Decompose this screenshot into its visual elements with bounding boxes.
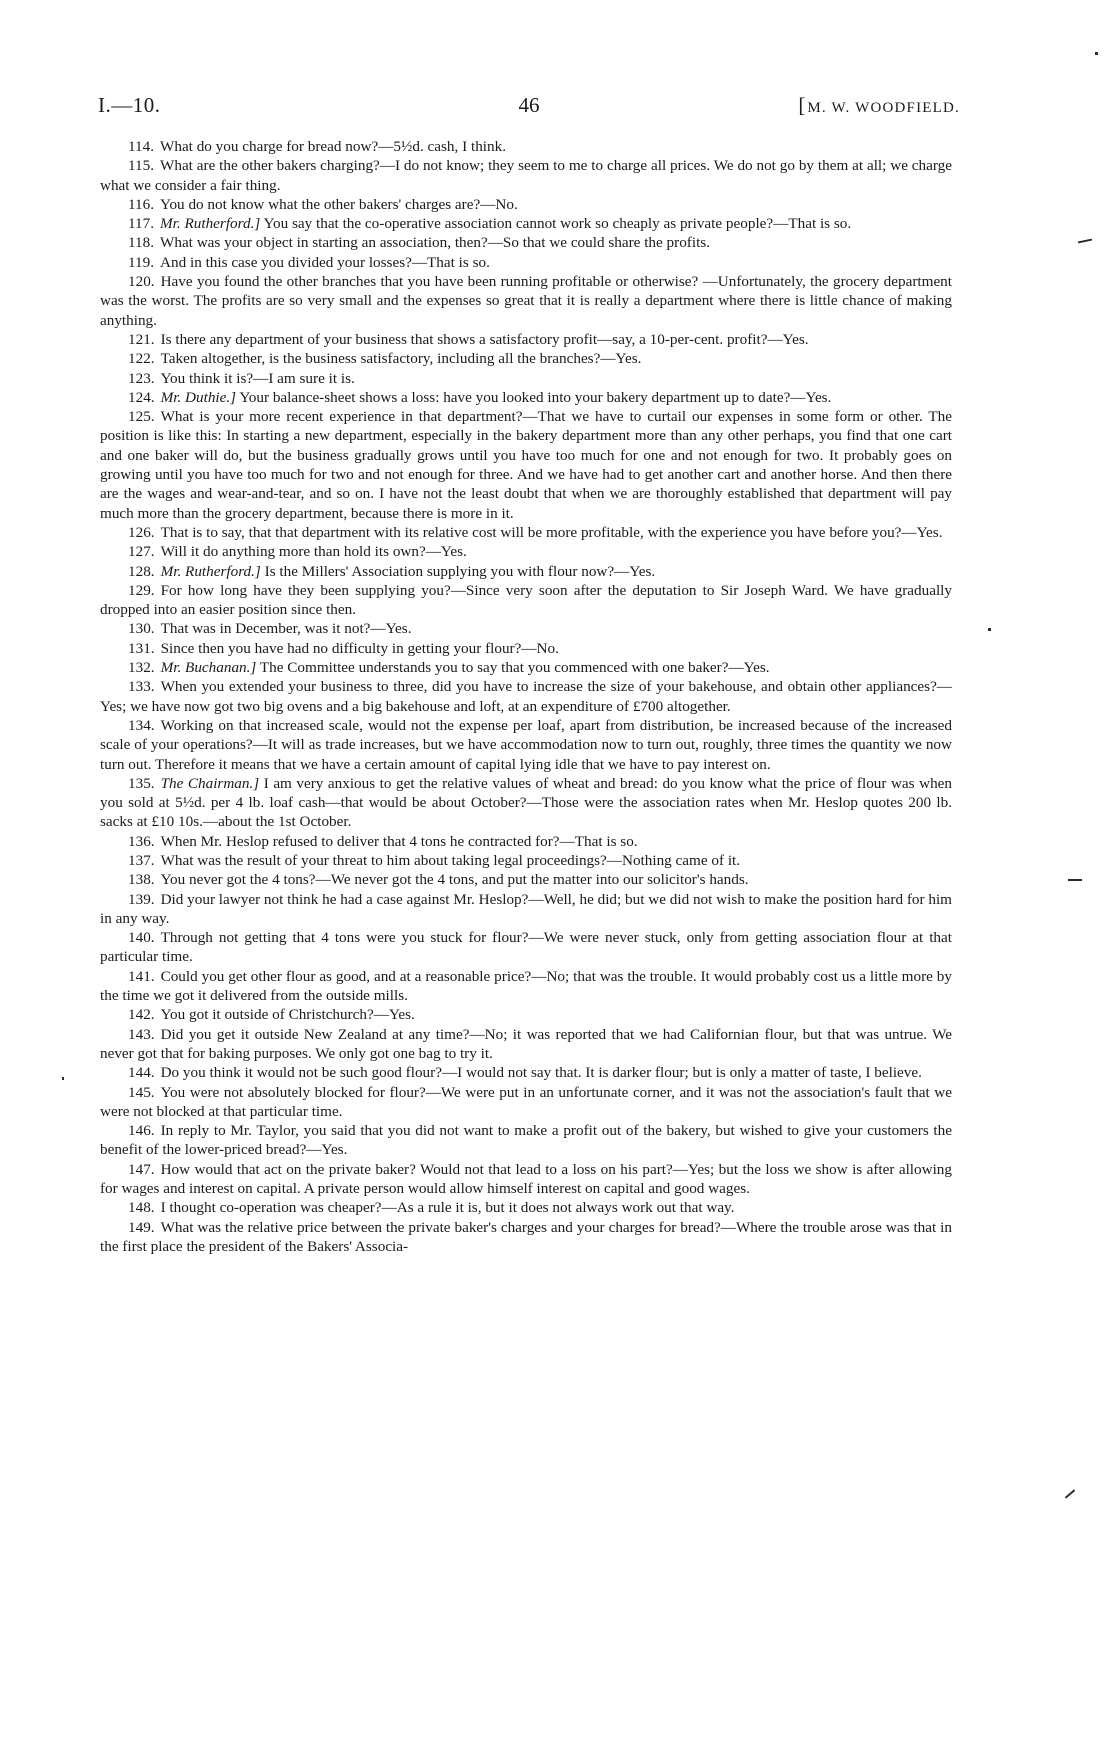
question-number: 131. [128, 639, 155, 657]
testimony-entry [100, 156, 952, 195]
testimony-entry [100, 1063, 952, 1082]
entry-text: How would that act on the private baker? Would not that lead to a loss on his part?—Yes; but the loss we show is after allowing for wages and interest on capital. A private person would allow himself interest on capital and good wages. [100, 1160, 952, 1198]
margin-mark [1068, 879, 1082, 881]
question-number: 134. [128, 716, 155, 734]
testimony-entry [100, 658, 952, 677]
testimony-entry [100, 330, 952, 349]
entry-text: You do not know what the other bakers' charges are?—No. [160, 195, 518, 213]
question-number: 137. [128, 851, 155, 869]
entry-text: You say that the co-operative association cannot work so cheaply as private people?—That is so. [263, 215, 852, 233]
speaker-name: Mr. Duthie.] [160, 388, 237, 406]
margin-mark [1065, 1489, 1075, 1498]
entry-text: Your balance-sheet shows a loss: have you looked into your bakery department up to date?—Yes. [239, 388, 832, 406]
question-number: 124. [128, 388, 155, 406]
entry-text: That was in December, was it not?—Yes. [160, 620, 412, 638]
testimony-entry [100, 233, 952, 252]
entry-text: When Mr. Heslop refused to deliver that 4 tons he contracted for?—That is so. [160, 832, 638, 850]
testimony-entry [100, 619, 952, 638]
question-number: 120. [128, 273, 155, 291]
entry-text: You got it outside of Christchurch?—Yes. [160, 1006, 415, 1024]
testimony-entry [100, 253, 952, 272]
entry-text: What was your object in starting an association, then?—So that we could share the profits. [160, 234, 710, 252]
entry-text: What do you charge for bread now?—5½d. cash, I think. [160, 138, 506, 155]
question-number: 121. [128, 330, 155, 348]
question-number: 123. [128, 369, 155, 387]
testimony-body [100, 137, 952, 1256]
page-number: 46 [518, 93, 540, 117]
entry-text: What are the other bakers charging?—I do not know; they seem to me to charge all prices. We do not go by them at all; we charge what we consider a fair thing. [100, 157, 952, 194]
testimony-entry [100, 928, 952, 967]
question-number: 119. [128, 253, 155, 271]
bracket-glyph: [ [798, 93, 806, 117]
entry-text: Do you think it would not be such good flour?—I would not say that. It is darker flour; but is only a matter of taste, I believe. [160, 1064, 922, 1082]
entry-text: When you extended your business to three, did you have to increase the size of your bakehouse, and obtain other appliances?—Yes; we have now got two big ovens and a big bakehouse and loft, at an expenditure of £700 altogether. [100, 678, 952, 715]
testimony-entry [100, 369, 952, 388]
witness-name [798, 92, 960, 121]
margin-mark [1095, 52, 1098, 55]
question-number: 129. [128, 581, 155, 599]
entry-text: Working on that increased scale, would not the expense per loaf, apart from distribution, be increased because of the increased scale of your operations?—It will as trade increases, but we have accommodation now to turn out, roughly, three times the quantity we now turn out. Therefore it means that we have a certain amount of capital lying idle that we have to pay interest on. [100, 716, 952, 773]
question-number: 147. [128, 1160, 155, 1178]
entry-text: You were not absolutely blocked for flour?—We were put in an unfortunate corner, and it was not the association's fault that we were not blocked at that particular time. [100, 1083, 952, 1120]
question-number: 122. [128, 350, 155, 368]
entry-text: Did you get it outside New Zealand at any time?—No; it was reported that we had Californian flour, but that was untrue. We never got that for baking purposes. We only got one bag to try it. [100, 1025, 952, 1062]
question-number: 125. [128, 408, 155, 426]
entry-text: You think it is?—I am sure it is. [160, 369, 355, 387]
question-number: 126. [128, 523, 155, 541]
entry-text: What was the result of your threat to him about taking legal proceedings?—Nothing came of it. [160, 851, 741, 869]
entry-text: In reply to Mr. Taylor, you said that you did not want to make a profit out of the bakery, but wished to give your customers the benefit of the lower-priced bread?—Yes. [100, 1122, 952, 1159]
testimony-entry [100, 1083, 952, 1122]
entry-text: That is to say, that that department with its relative cost will be more profitable, with the experience you have before you?—Yes. [160, 523, 943, 541]
question-number: 142. [128, 1006, 155, 1024]
entry-text: Could you get other flour as good, and at a reasonable price?—No; that was the trouble. It would probably cost us a little more by the time we got it delivered from the outside mills. [100, 967, 952, 1005]
speaker-name: Mr. Rutherford.] [160, 215, 261, 233]
testimony-entry [100, 523, 952, 542]
speaker-name: Mr. Rutherford.] [160, 562, 261, 580]
question-number: 148. [128, 1199, 155, 1217]
testimony-entry [100, 349, 952, 368]
question-number: 133. [128, 678, 155, 696]
testimony-entry [100, 195, 952, 214]
entry-text: Taken altogether, is the business satisfactory, including all the branches?—Yes. [160, 350, 642, 368]
entry-text: Is there any department of your business that shows a satisfactory profit—say, a 10-per-cent. profit?—Yes. [160, 330, 809, 348]
testimony-entry [100, 1025, 952, 1064]
testimony-entry [100, 677, 952, 716]
question-number: 135. [128, 774, 155, 792]
testimony-entry [100, 1121, 952, 1160]
speaker-name: Mr. Buchanan.] [160, 659, 257, 677]
question-number: 141. [128, 967, 155, 985]
testimony-entry [100, 1160, 952, 1199]
witness-name-text: M. W. WOODFIELD. [807, 100, 960, 116]
testimony-entry [100, 774, 952, 832]
testimony-entry [100, 1218, 952, 1257]
entry-text: What is your more recent experience in that department?—That we have to curtail our expenses in some form or other. The position is like this: In starting a new department, especially in the bakery department more than any other perhaps, you find that one cart and one baker will do, but the business gradually grows until you have too much for one and not enough for two. It probably goes on growing until you have too much for two and not enough for three. And we have had to get another cart and another horse. And then there are the wages and wear-and-tear, and so on. I have not the least doubt that when we are thoroughly established that department will pay much more than the grocery department, because there is more in it. [100, 408, 952, 522]
testimony-entry [100, 407, 952, 523]
question-number: 149. [128, 1218, 155, 1236]
question-number: 143. [128, 1025, 155, 1043]
testimony-entry [100, 1005, 952, 1024]
entry-text: For how long have they been supplying you?—Since very soon after the deputation to Sir Joseph Ward. We have gradually dropped into an easier position since then. [100, 581, 952, 619]
question-number: 140. [128, 929, 155, 947]
testimony-entry [100, 272, 952, 330]
entry-text: Have you found the other branches that you have been running profitable or otherwise? —Unfortunately, the grocery department was the worst. The profits are so very small and the expenses so great that it is really a department where there is little chance of making anything. [100, 273, 952, 329]
entry-text: And in this case you divided your losses?—That is so. [160, 253, 490, 271]
question-number: 139. [128, 890, 155, 908]
testimony-entry [100, 851, 952, 870]
testimony-entry [100, 639, 952, 658]
question-number: 144. [128, 1064, 155, 1082]
entry-text: Did your lawyer not think he had a case against Mr. Heslop?—Well, he did; but we did not wish to make the position hard for him in any way. [100, 890, 952, 927]
question-number: 130. [128, 620, 155, 638]
margin-mark [62, 1077, 64, 1080]
question-number: 127. [128, 543, 155, 561]
testimony-entry [100, 1198, 952, 1217]
entry-text: The Committee understands you to say that you commenced with one baker?—Yes. [259, 659, 770, 677]
entry-text: Will it do anything more than hold its own?—Yes. [160, 543, 467, 561]
testimony-entry [100, 562, 952, 581]
entry-text: You never got the 4 tons?—We never got the 4 tons, and put the matter into our solicitor's hands. [160, 871, 749, 889]
question-number: 118. [128, 234, 155, 252]
question-number: 145. [128, 1083, 155, 1101]
question-number: 138. [128, 871, 155, 889]
entry-text: Is the Millers' Association supplying you with flour now?—Yes. [264, 562, 656, 580]
testimony-entry [100, 870, 952, 889]
question-number: 128. [128, 562, 155, 580]
question-number: 136. [128, 832, 155, 850]
testimony-entry [100, 137, 952, 156]
testimony-entry [100, 716, 952, 774]
page-header [98, 92, 960, 118]
testimony-entry [100, 214, 952, 233]
entry-text: What was the relative price between the private baker's charges and your charges for bread?—Where the trouble arose was that in the first place the president of the Bakers' Associa- [100, 1218, 952, 1255]
entry-text: I am very anxious to get the relative values of wheat and bread: do you know what the price of flour was when you sold at 5½d. per 4 lb. loaf cash—that would be about October?—Those were the association rates when Mr. Heslop quotes 200 lb. sacks at £10 10s.—about the 1st October. [100, 774, 953, 831]
margin-mark [1078, 239, 1092, 244]
entry-text: Since then you have had no difficulty in getting your flour?—No. [160, 639, 559, 657]
entry-text: I thought co-operation was cheaper?—As a rule it is, but it does not always work out that way. [160, 1199, 735, 1217]
testimony-entry [100, 581, 952, 620]
question-number: 146. [128, 1122, 155, 1140]
speaker-name: The Chairman.] [160, 774, 260, 792]
entry-text: Through not getting that 4 tons were you stuck for flour?—We were never stuck, only from getting association flour at that particular time. [100, 929, 952, 966]
report-code: I.—10. [98, 93, 161, 117]
question-number: 117. [128, 215, 155, 233]
testimony-entry [100, 388, 952, 407]
testimony-entry [100, 890, 952, 929]
question-number: 132. [128, 659, 155, 677]
testimony-entry [100, 967, 952, 1006]
question-number: 114. [128, 138, 155, 155]
testimony-entry [100, 832, 952, 851]
testimony-entry [100, 542, 952, 561]
question-number: 116. [128, 195, 155, 213]
question-number: 115. [128, 157, 155, 175]
margin-mark [988, 628, 991, 631]
